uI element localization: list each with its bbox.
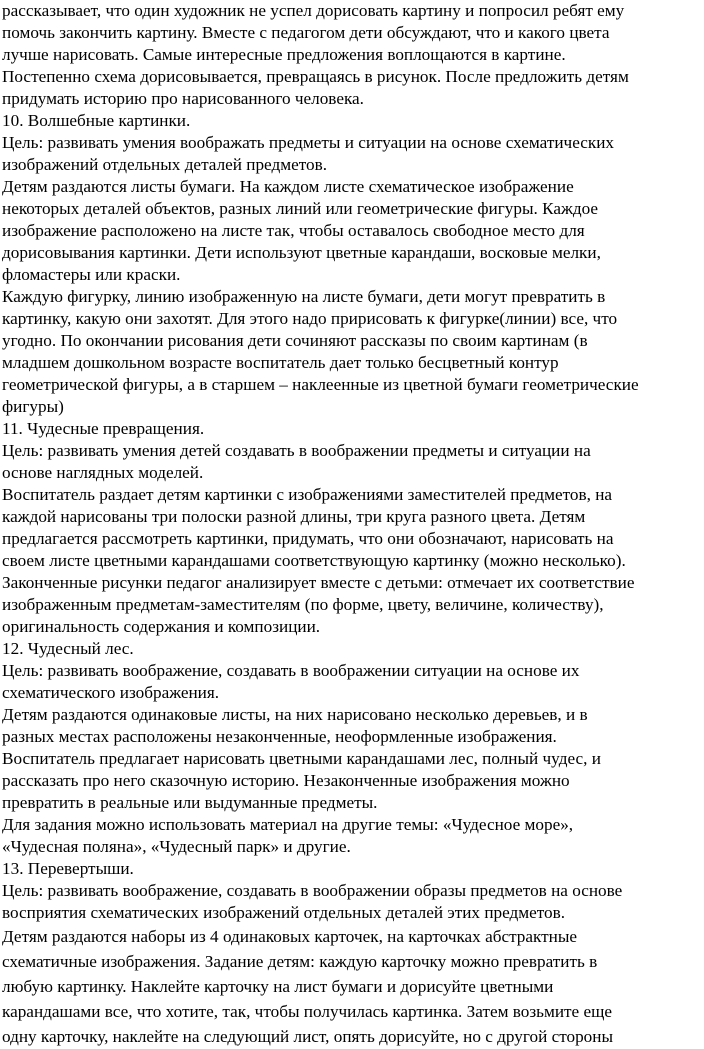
text-line: рассказать про него сказочную историю. Незаконченные изображения можно: [2, 771, 570, 790]
text-line: Детям раздаются листы бумаги. На каждом листе схематическое изображение: [2, 177, 574, 196]
text-line: геометрической фигуры, а в старшем – наклеенные из цветной бумаги геометрические: [2, 375, 639, 394]
text-line: разных местах расположены незаконченные, неоформленные изображения.: [2, 727, 557, 746]
text-line: схематического изображения.: [2, 683, 220, 702]
text-line: некоторых деталей объектов, разных линий или геометрические фигуры. Каждое: [2, 199, 599, 218]
text-line: младшем дошкольном возрасте воспитатель дает только бесцветный контур: [2, 353, 559, 372]
text-line: любую картинку. Наклейте карточку на лист бумаги и дорисуйте цветными: [2, 977, 554, 996]
text-line: Детям раздаются наборы из 4 одинаковых карточек, на карточках абстрактные: [2, 927, 578, 946]
section-heading: 12. Чудесный лес.: [2, 639, 134, 658]
text-line: Воспитатель раздает детям картинки с изображениями заместителей предметов, на: [2, 485, 613, 504]
text-line: помочь закончить картину. Вместе с педагогом дети обсуждают, что и какого цвета: [2, 23, 610, 42]
text-line: фигуры): [2, 397, 64, 416]
text-line: оригинальность содержания и композиции.: [2, 617, 321, 636]
text-line: одну карточку, наклейте на следующий лист, опять дорисуйте, но с другой стороны: [2, 1027, 614, 1046]
text-line: Для задания можно использовать материал на другие темы: «Чудесное море»,: [2, 815, 574, 834]
text-line: Детям раздаются одинаковые листы, на них нарисовано несколько деревьев, и в: [2, 705, 588, 724]
text-line: фломастеры или краски.: [2, 265, 181, 284]
text-line: Воспитатель предлагает нарисовать цветными карандашами лес, полный чудес, и: [2, 749, 601, 768]
text-line: Цель: развивать воображение, создавать в воображении образы предметов на основе: [2, 881, 623, 900]
text-line: «Чудесная поляна», «Чудесный парк» и другие.: [2, 837, 351, 856]
text-line: каждой нарисованы три полоски разной длины, три круга разного цвета. Детям: [2, 507, 586, 526]
text-line: превратить в реальные или выдуманные предметы.: [2, 793, 378, 812]
text-line: картинку, какую они захотят. Для этого надо пририсовать к фигурке(линии) все, что: [2, 309, 618, 328]
text-line: рассказывает, что один художник не успел дорисовать картину и попросил ребят ему: [2, 1, 625, 20]
text-line: изображение расположено на листе так, чтобы оставалось свободное место для: [2, 221, 585, 240]
text-line: угодно. По окончании рисования дети сочиняют рассказы по своим картинам (в: [2, 331, 588, 350]
section-heading: 13. Перевертыши.: [2, 859, 134, 878]
text-line: изображений отдельных деталей предметов.: [2, 155, 328, 174]
text-line: карандашами все, что хотите, так, чтобы получилась картинка. Затем возьмите еще: [2, 1002, 612, 1021]
text-line: лучше нарисовать. Самые интересные предложения воплощаются в картине.: [2, 45, 566, 64]
text-line: Цель: развивать воображение, создавать в воображении ситуации на основе их: [2, 661, 580, 680]
text-line: Цель: развивать умения воображать предметы и ситуации на основе схематических: [2, 133, 615, 152]
text-line: своем листе цветными карандашами соответствующую картинку (можно несколько).: [2, 551, 626, 570]
text-line: основе наглядных моделей.: [2, 463, 204, 482]
text-line: Постепенно схема дорисовывается, превращаясь в рисунок. После предложить детям: [2, 67, 629, 86]
text-line: схематичные изображения. Задание детям: каждую карточку можно превратить в: [2, 952, 598, 971]
text-line: восприятия схематических изображений отдельных деталей этих предметов.: [2, 903, 566, 922]
section-heading: 11. Чудесные превращения.: [2, 419, 205, 438]
text-line: предлагается рассмотреть картинки, придумать, что они обозначают, нарисовать на: [2, 529, 614, 548]
text-line: Цель: развивать умения детей создавать в воображении предметы и ситуации на: [2, 441, 591, 460]
section-heading: 10. Волшебные картинки.: [2, 111, 191, 130]
text-line: Каждую фигурку, линию изображенную на листе бумаги, дети могут превратить в: [2, 287, 606, 306]
text-line: придумать историю про нарисованного человека.: [2, 89, 364, 108]
text-line: изображенным предметам-заместителям (по форме, цвету, величине, количеству),: [2, 595, 604, 614]
text-line: дорисовывания картинки. Дети используют цветные карандаши, восковые мелки,: [2, 243, 601, 262]
text-line: Законченные рисунки педагог анализирует вместе с детьми: отмечает их соответствие: [2, 573, 635, 592]
